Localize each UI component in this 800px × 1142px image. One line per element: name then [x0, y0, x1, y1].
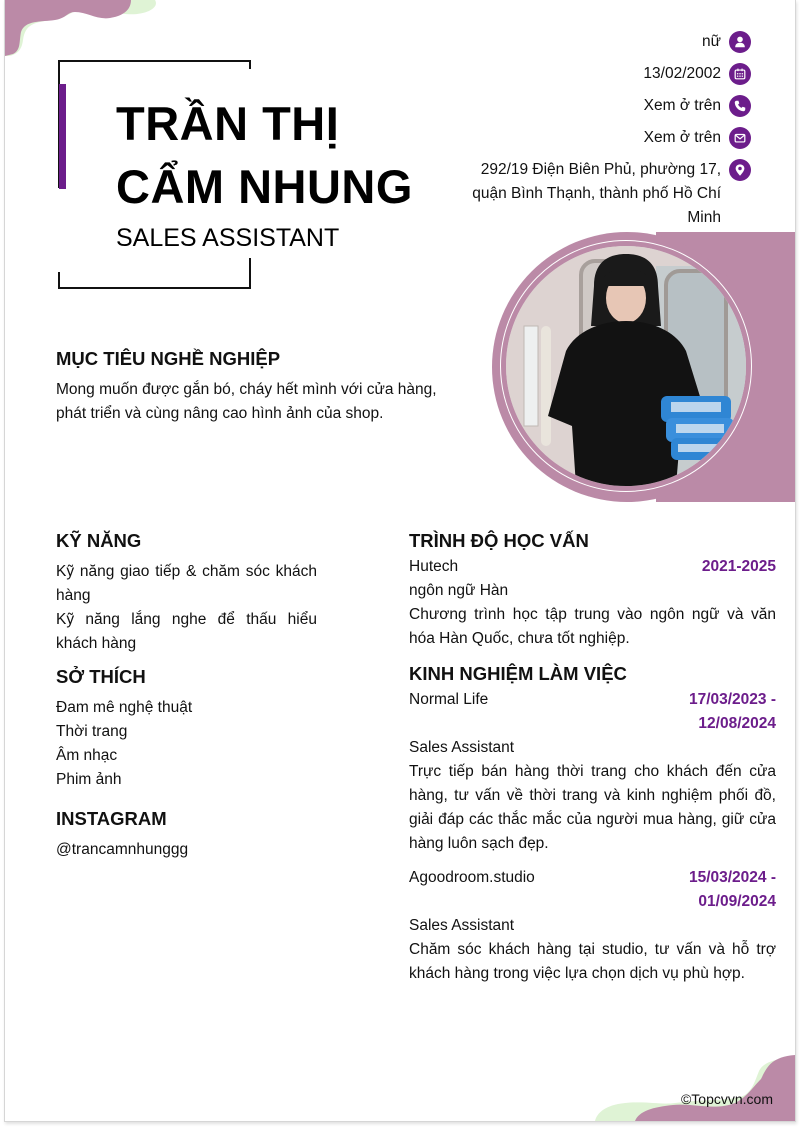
contact-birthday [421, 62, 751, 86]
hobby-item: Phim ảnh [56, 771, 122, 788]
education-major: ngôn ngữ Hàn [409, 582, 509, 599]
experience-title: KINH NGHIỆM LÀM VIỆC [409, 663, 627, 684]
experience-entry [409, 688, 776, 856]
address-text: 292/19 Điện Biên Phủ, phường 17, quận Bình Thạnh, thành phố Hồ Chí Minh [472, 161, 721, 226]
education-description: Chương trình học tập trung vào ngôn ngữ và văn hóa Hàn Quốc, chưa tốt nghiệp. [409, 606, 776, 647]
date-end: 12/08/2024 [698, 715, 776, 732]
date-end: 01/09/2024 [698, 893, 776, 910]
job-title: SALES ASSISTANT [116, 224, 340, 252]
date-start: 15/03/2024 - [688, 869, 776, 886]
date-start: 17/03/2023 - [688, 691, 776, 708]
skills-section [56, 528, 317, 656]
profile-photo [506, 246, 746, 486]
contact-info [421, 30, 751, 238]
company-name: Agoodroom.studio [409, 869, 535, 886]
contact-gender [421, 30, 751, 54]
objective-section [56, 346, 466, 426]
hobby-item: Thời trang [56, 723, 128, 740]
experience-entry-header [409, 866, 776, 914]
decorative-blob-top-left [5, 0, 165, 60]
experience-date [689, 866, 776, 914]
frame-line [249, 60, 251, 69]
email-icon [729, 127, 751, 149]
experience-date [689, 688, 776, 736]
copyright-text: ©Topcvvn.com [680, 1091, 773, 1107]
skill-item: Kỹ năng lắng nghe để thấu hiểu khách hàng [56, 611, 317, 652]
position: Sales Assistant [409, 917, 515, 934]
company-name: Normal Life [409, 691, 489, 708]
experience-description: Chăm sóc khách hàng tại studio, tư vấn và hỗ trợ khách hàng trong việc lựa chọn dịch vụ phù hợp. [409, 941, 776, 982]
calendar-icon [729, 63, 751, 85]
name-line-1: TRẦN THỊ [116, 97, 340, 150]
objective-text: Mong muốn được gắn bó, cháy hết mình với cửa hàng, phát triển và cùng nâng cao hình ảnh của shop. [56, 381, 437, 422]
skills-title: KỸ NĂNG [56, 530, 142, 551]
education-section [409, 528, 776, 651]
phone-icon [729, 95, 751, 117]
hobby-item: Âm nhạc [56, 747, 118, 764]
experience-section [409, 661, 776, 986]
cv-page [4, 0, 796, 1122]
gender-text: nữ [702, 33, 721, 50]
frame-line [58, 272, 60, 288]
experience-entry-header [409, 688, 776, 736]
birthday-text: 13/02/2002 [643, 65, 721, 82]
user-icon [729, 31, 751, 53]
education-entry-header [409, 555, 776, 579]
location-pin-icon [729, 159, 751, 181]
hobby-item: Đam mê nghệ thuật [56, 699, 193, 716]
frame-line [58, 60, 251, 62]
contact-email [421, 126, 751, 150]
hobbies-section [56, 664, 317, 792]
instagram-section [56, 806, 317, 862]
frame-line [249, 258, 251, 288]
accent-bar [59, 84, 66, 189]
experience-description: Trực tiếp bán hàng thời trang cho khách đến cửa hàng, tư vấn về thời trang và kinh nghiệm phối đồ, giải đáp các thắc mắc của người mua hàng, giữ cửa hàng luôn sạch đẹp. [409, 763, 776, 852]
name-line-2: CẨM NHUNG [116, 160, 413, 213]
phone-text: Xem ở trên [643, 97, 721, 114]
experience-entry [409, 866, 776, 986]
right-column [409, 528, 776, 996]
school-name: Hutech [409, 558, 459, 575]
instagram-handle[interactable]: @trancamnhunggg [56, 841, 189, 858]
profile-photo-illustration [506, 246, 746, 486]
position: Sales Assistant [409, 739, 515, 756]
frame-line [58, 287, 251, 289]
email-text: Xem ở trên [643, 129, 721, 146]
instagram-title: INSTAGRAM [56, 808, 167, 829]
education-date: 2021-2025 [701, 558, 776, 575]
candidate-name [116, 92, 413, 218]
decorative-blob-bottom-right [595, 1051, 795, 1121]
objective-title: MỤC TIÊU NGHỀ NGHIỆP [56, 348, 281, 369]
skill-item: Kỹ năng giao tiếp & chăm sóc khách hàng [56, 563, 317, 604]
contact-phone [421, 94, 751, 118]
contact-address [421, 158, 751, 230]
hobbies-title: SỞ THÍCH [56, 666, 146, 687]
education-title: TRÌNH ĐỘ HỌC VẤN [409, 530, 589, 551]
left-column [56, 528, 317, 870]
